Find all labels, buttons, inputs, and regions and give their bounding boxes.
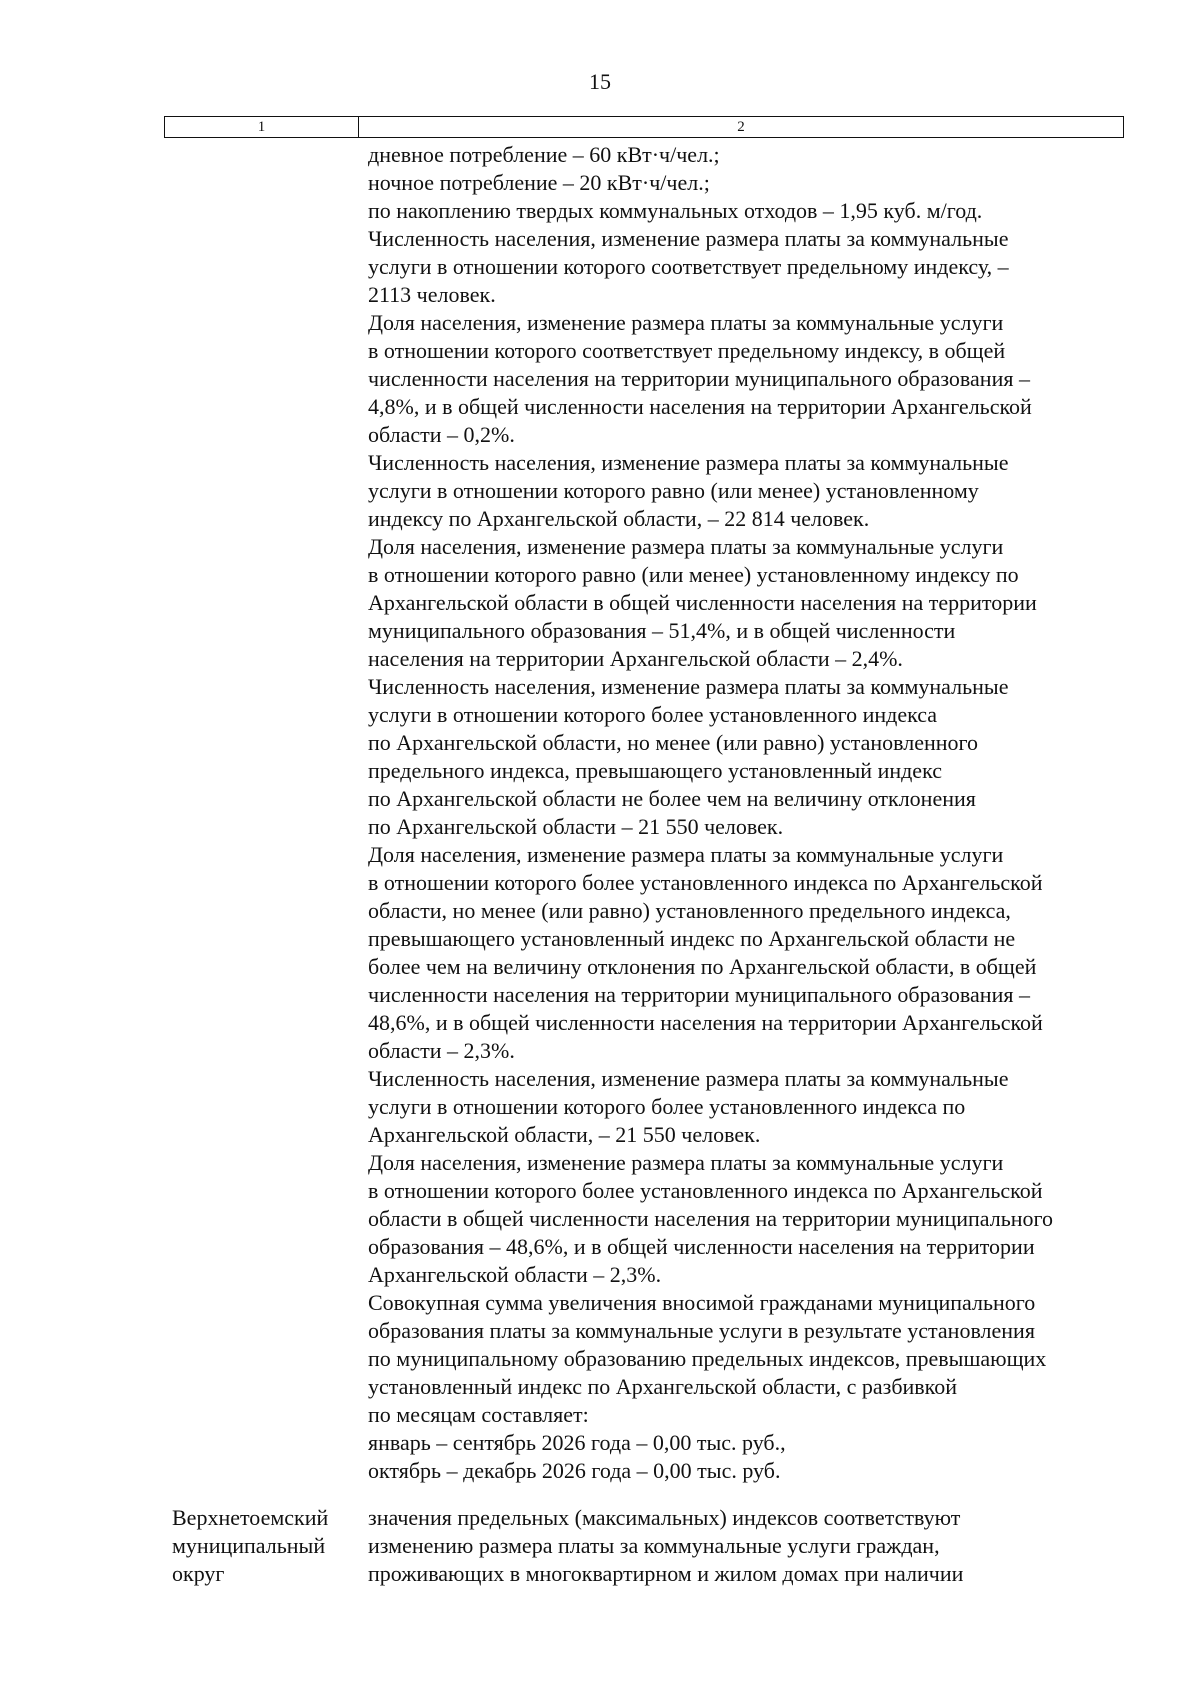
- text-line: Доля населения, изменение размера платы за коммунальные услуги: [368, 1150, 1004, 1175]
- text-line: населения на территории Архангельской области – 2,4%.: [368, 646, 903, 671]
- text-line: ночное потребление – 20 кВт·ч/чел.;: [368, 170, 710, 195]
- row1-text-block: [368, 141, 1128, 1485]
- text-line: превышающего установленный индекс по Архангельской области не: [368, 926, 1016, 951]
- text-line: 2113 человек.: [368, 282, 496, 307]
- text-line: Архангельской области, – 21 550 человек.: [368, 1122, 761, 1147]
- text-line: индексу по Архангельской области, – 22 814 человек.: [368, 506, 870, 531]
- label-line: Верхнетоемский: [172, 1505, 329, 1530]
- text-line: услуги в отношении которого равно (или менее) установленному: [368, 478, 979, 503]
- text-line: Численность населения, изменение размера платы за коммунальные: [368, 1066, 1009, 1091]
- table-column-header: [164, 116, 1124, 138]
- text-line: по муниципальному образованию предельных индексов, превышающих: [368, 1346, 1047, 1371]
- text-line: услуги в отношении которого более установленного индекса: [368, 702, 938, 727]
- text-line: 4,8%, и в общей численности населения на территории Архангельской: [368, 394, 1032, 419]
- page-number: 15: [589, 69, 611, 94]
- text-line: предельного индекса, превышающего установленный индекс: [368, 758, 942, 783]
- text-line: муниципального образования – 51,4%, и в общей численности: [368, 618, 956, 643]
- text-line: значения предельных (максимальных) индексов соответствуют: [368, 1505, 961, 1530]
- text-line: Численность населения, изменение размера платы за коммунальные: [368, 226, 1009, 251]
- text-line: установленный индекс по Архангельской области, с разбивкой: [368, 1374, 958, 1399]
- text-line: услуги в отношении которого соответствует предельному индексу, –: [368, 254, 1009, 279]
- text-line: Численность населения, изменение размера платы за коммунальные: [368, 674, 1009, 699]
- text-line: проживающих в многоквартирном и жилом домах при наличии: [368, 1561, 964, 1586]
- text-line: Архангельской области в общей численности населения на территории: [368, 590, 1037, 615]
- text-line: Совокупная сумма увеличения вносимой гражданами муниципального: [368, 1290, 1036, 1315]
- text-line: Архангельской области – 2,3%.: [368, 1262, 662, 1287]
- text-line: по Архангельской области – 21 550 человек.: [368, 814, 784, 839]
- text-line: области в общей численности населения на территории муниципального: [368, 1206, 1054, 1231]
- text-line: октябрь – декабрь 2026 года – 0,00 тыс. руб.: [368, 1458, 781, 1483]
- text-line: дневное потребление – 60 кВт·ч/чел.;: [368, 142, 720, 167]
- label-line: округ: [172, 1561, 225, 1586]
- column-header-1: 1: [165, 117, 359, 137]
- text-line: в отношении которого более установленного индекса по Архангельской: [368, 1178, 1043, 1203]
- text-line: услуги в отношении которого более установленного индекса по: [368, 1094, 966, 1119]
- text-line: по Архангельской области, но менее (или равно) установленного: [368, 730, 978, 755]
- text-line: образования – 48,6%, и в общей численности населения на территории: [368, 1234, 1035, 1259]
- column-header-2: 2: [737, 119, 745, 135]
- text-line: более чем на величину отклонения по Архангельской области, в общей: [368, 954, 1037, 979]
- text-line: области – 2,3%.: [368, 1038, 515, 1063]
- text-line: январь – сентябрь 2026 года – 0,00 тыс. руб.,: [368, 1430, 786, 1455]
- text-line: Доля населения, изменение размера платы за коммунальные услуги: [368, 310, 1004, 335]
- text-line: по накоплению твердых коммунальных отходов – 1,95 куб. м/год.: [368, 198, 983, 223]
- text-line: Доля населения, изменение размера платы за коммунальные услуги: [368, 534, 1004, 559]
- text-line: 48,6%, и в общей численности населения на территории Архангельской: [368, 1010, 1043, 1035]
- text-line: по Архангельской области не более чем на величину отклонения: [368, 786, 976, 811]
- text-line: образования платы за коммунальные услуги в результате установления: [368, 1318, 1035, 1343]
- text-line: по месяцам составляет:: [368, 1402, 589, 1427]
- text-line: в отношении которого более установленного индекса по Архангельской: [368, 870, 1043, 895]
- text-line: в отношении которого соответствует предельному индексу, в общей: [368, 338, 1006, 363]
- text-line: численности населения на территории муниципального образования –: [368, 366, 1030, 391]
- row2-municipality-label: [172, 1504, 362, 1588]
- text-line: в отношении которого равно (или менее) установленному индексу по: [368, 562, 1019, 587]
- text-line: области, но менее (или равно) установленного предельного индекса,: [368, 898, 1011, 923]
- label-line: муниципальный: [172, 1533, 326, 1558]
- text-line: численности населения на территории муниципального образования –: [368, 982, 1030, 1007]
- text-line: изменению размера платы за коммунальные услуги граждан,: [368, 1533, 940, 1558]
- row2-text-block: [368, 1504, 1128, 1588]
- text-line: Доля населения, изменение размера платы за коммунальные услуги: [368, 842, 1004, 867]
- text-line: Численность населения, изменение размера платы за коммунальные: [368, 450, 1009, 475]
- text-line: области – 0,2%.: [368, 422, 515, 447]
